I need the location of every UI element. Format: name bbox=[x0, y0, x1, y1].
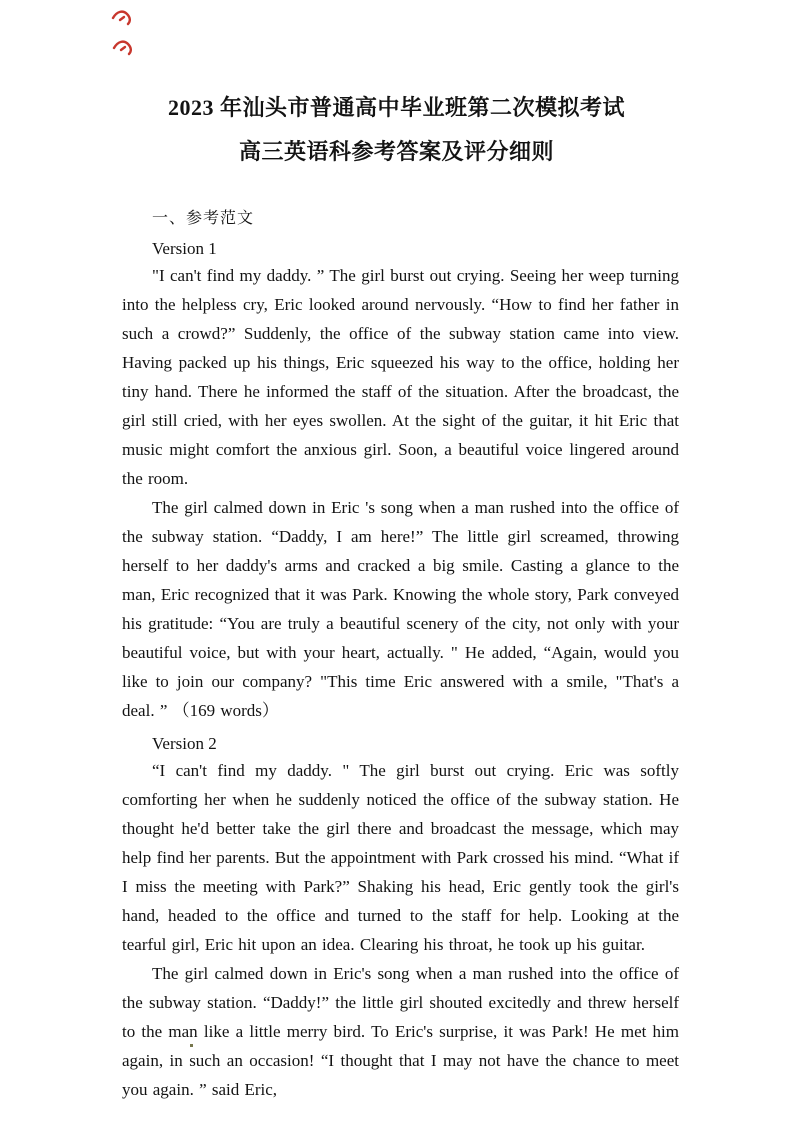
version-2-label: Version 2 bbox=[152, 734, 217, 753]
version-2-paragraph-1: “I can't find my daddy. " The girl burst out crying. Eric was softly comforting her when he suddenly noticed the office of the subway station. He thought he'd better take the girl there and broadcast the message, which may help find her parents. But the appointment with Park crossed his mind. “What if I miss the meeting with Park?” Shaking his head, Eric gently took the girl's hand, headed to the office and turned to the staff for help. Looking at the tearful girl, Eric hit upon an idea. Clearing his throat, he took up his guitar. bbox=[122, 761, 679, 954]
document-title bbox=[0, 94, 793, 166]
version-1-paragraph-2: The girl calmed down in Eric 's song when a man rushed into the office of the subway station. “Daddy, I am here!” The little girl screamed, throwing herself to her daddy's arms and cracked a big smile. Casting a glance to the man, Eric recognized that it was Park. Knowing the whole story, Park conveyed his gratitude: “You are truly a beautiful scenery of the city, not only with your beautiful voice, but with your heart, actually. " He added, “Again, would you like to join our company? "This time Eric answered with a smile, "That's a deal. ” （169 words） bbox=[122, 498, 679, 720]
version-1-paragraph-1: "I can't find my daddy. ” The girl burst out crying. Seeing her weep turning into the helpless cry, Eric looked around nervously. “How to find her father in such a crowd?” Suddenly, the office of the subway station came into view. Having packed up his things, Eric squeezed his way to the office, holding her tiny hand. There he informed the staff of the situation. After the broadcast, the girl still cried, with her eyes swollen. At the sight of the guitar, it hit Eric that music might comfort the anxious girl. Soon, a beautiful voice lingered around the room. bbox=[122, 266, 679, 488]
version-1-label: Version 1 bbox=[152, 239, 217, 258]
title-line-2: 高三英语科参考答案及评分细则 bbox=[238, 139, 554, 164]
title-line-1: 2023 年汕头市普通高中毕业班第二次模拟考试 bbox=[167, 95, 625, 120]
red-pen-marks-icon bbox=[110, 6, 136, 62]
section-heading: 一、参考范文 bbox=[152, 210, 255, 227]
version-2-paragraph-2: The girl calmed down in Eric's song when a man rushed into the office of the subway station. “Daddy!” the little girl shouted excitedly and threw herself to the man like a little merry bird. To Eric's surprise, it was Park! He met him again, in such an occasion! “I thought that I may not have the chance to meet you again. ” said Eric, bbox=[122, 964, 679, 1099]
stray-ink-dot bbox=[190, 1044, 193, 1047]
document-body bbox=[122, 208, 679, 1104]
